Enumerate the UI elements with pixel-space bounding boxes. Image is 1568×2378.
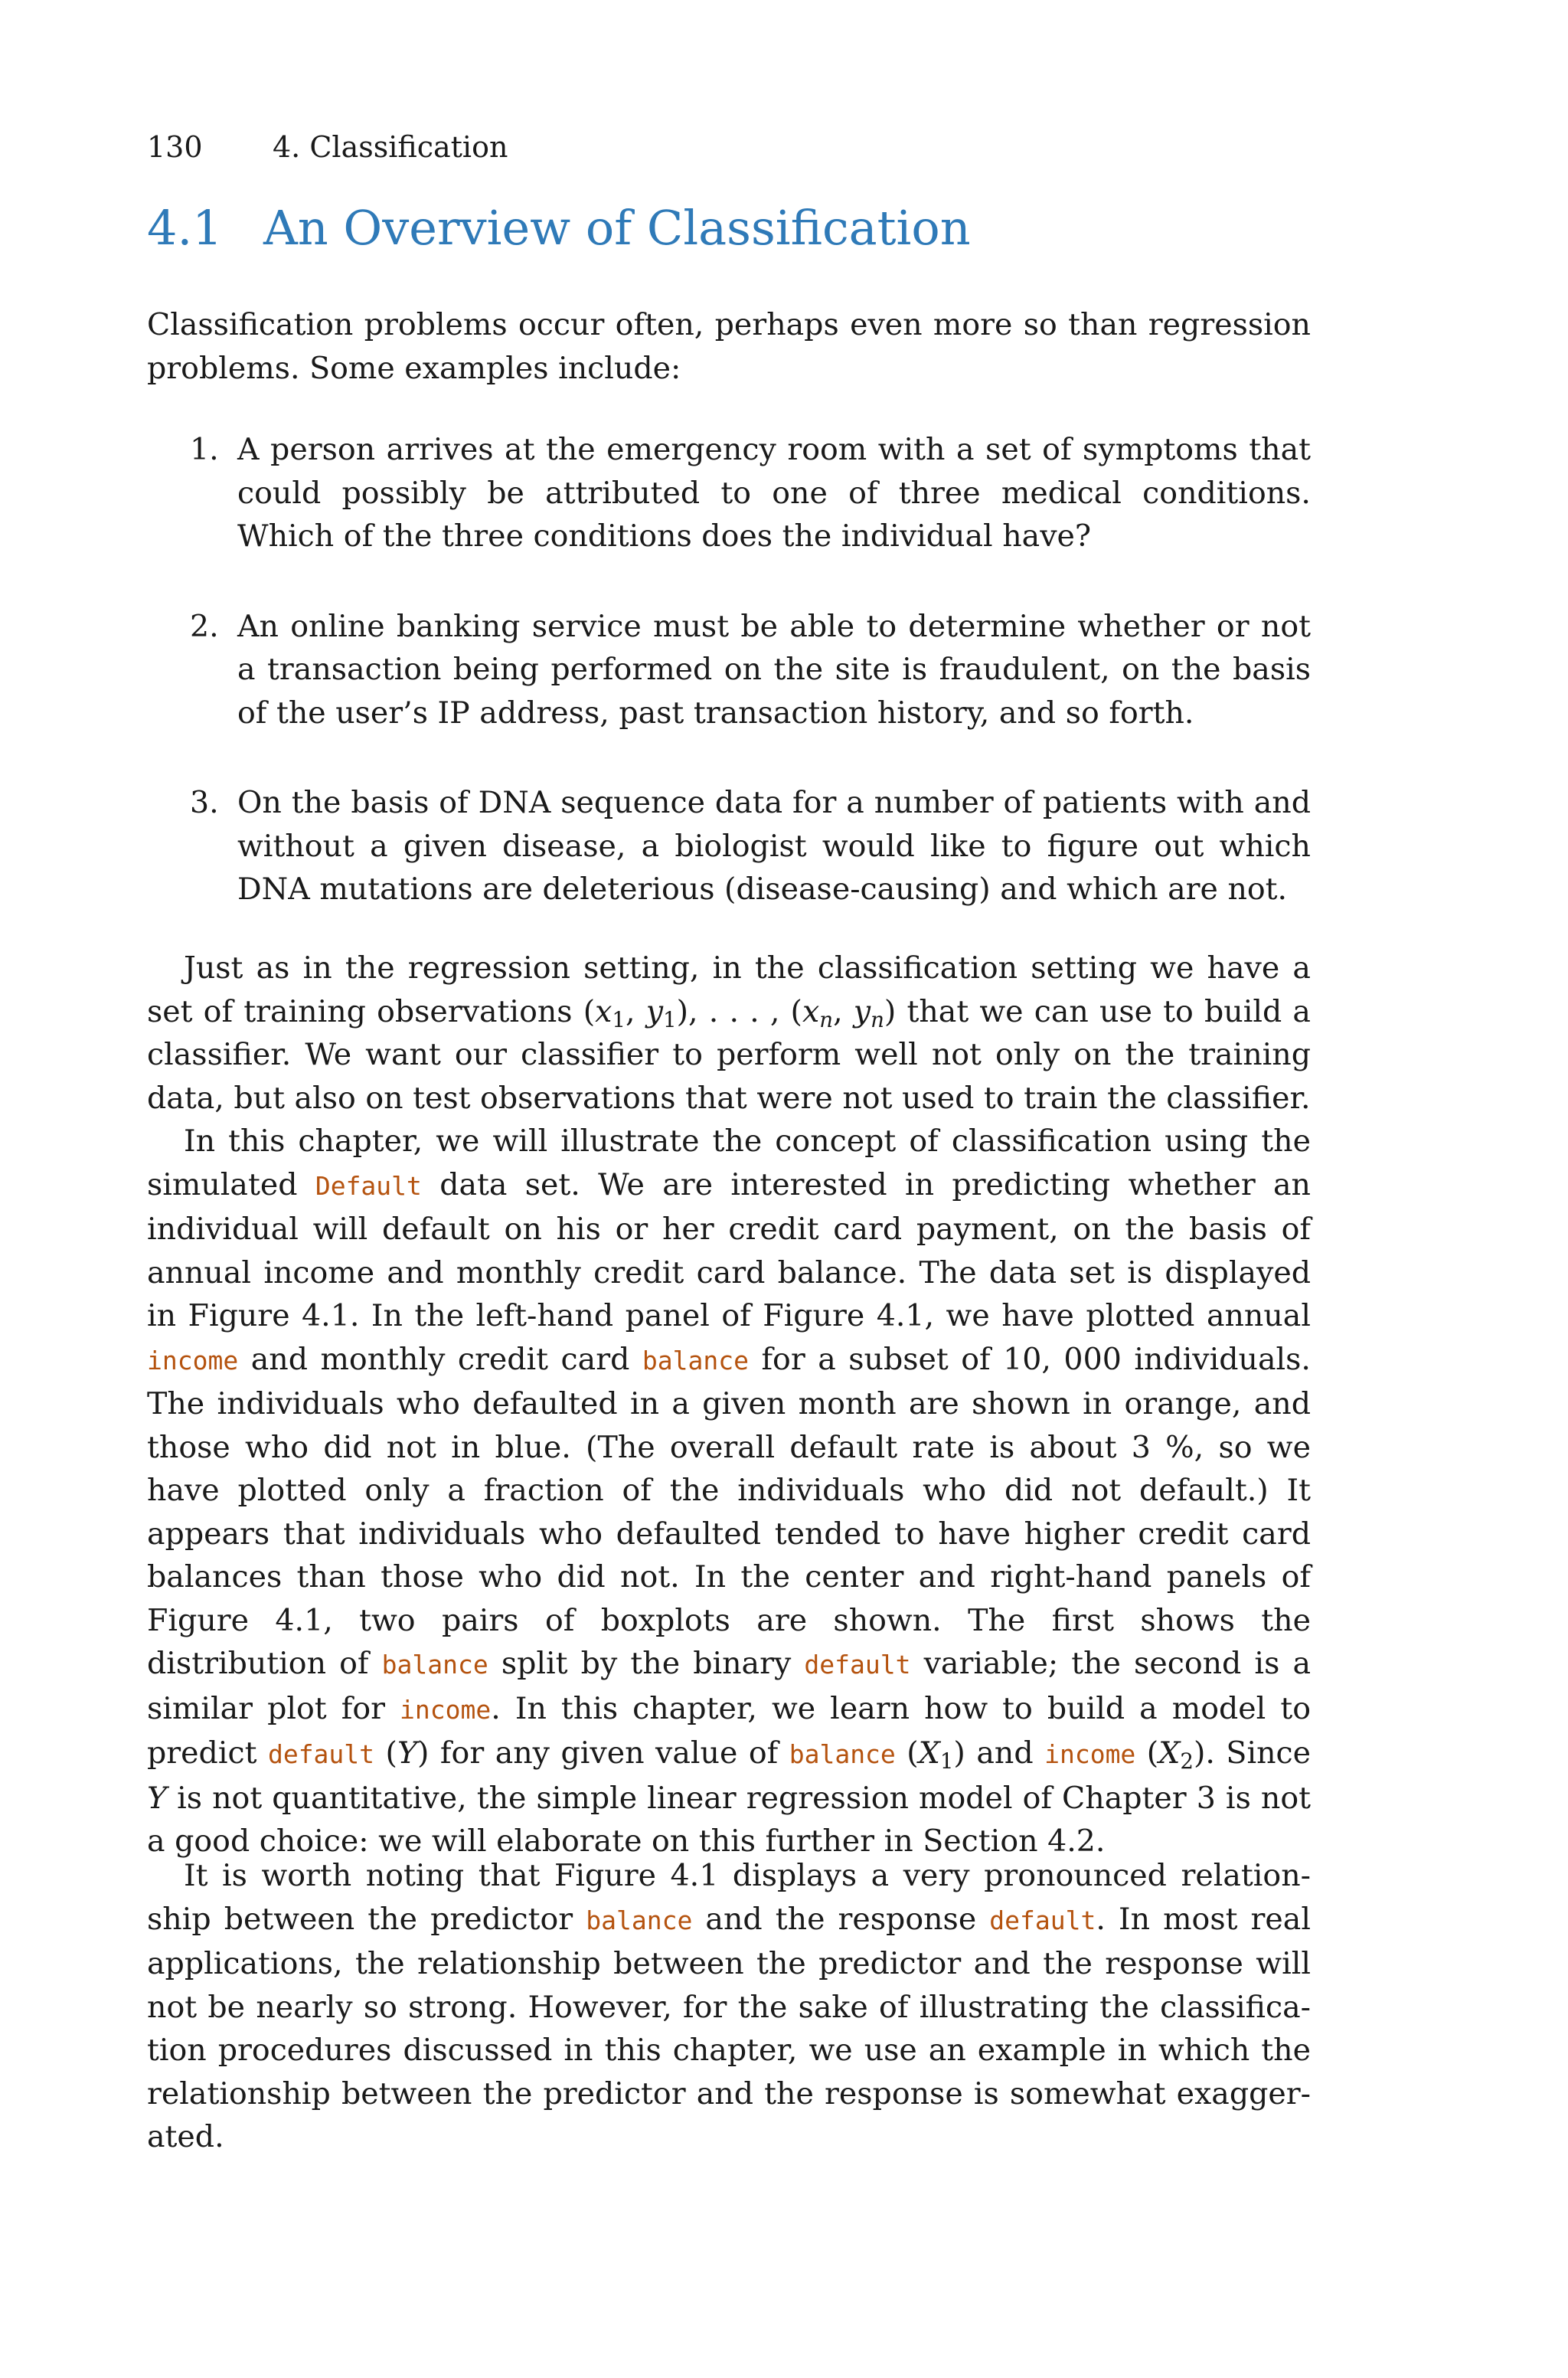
list-marker: 3.: [190, 785, 219, 820]
code-income: income: [147, 1345, 239, 1375]
section-title: An Overview of Classification: [263, 200, 971, 256]
code-balance: balance: [381, 1650, 488, 1680]
training-observations-expression: ($x_1$, $y_1$), . . . , ($x_n$, $y_n$): [583, 993, 897, 1032]
code-balance: balance: [642, 1345, 749, 1375]
list-marker: 2.: [190, 608, 219, 644]
section-number: 4.1: [147, 200, 223, 256]
code-balance: balance: [789, 1739, 896, 1769]
chapter-title: 4. Classification: [273, 130, 508, 164]
paragraph-training-observations: Just as in the regression setting, in the classification setting we have a set of training observations ($x_1$, $y_1$), . . . , ($x_n$, $y_n$) that we can use to build a classifier. We want our classifier to perform well not only on the training data, but also on test observations that were not used to train the classifier.: [147, 950, 1311, 1116]
list-item: [147, 605, 1311, 735]
list-item-text: On the basis of DNA sequence data for a number of patients with and without a given disease, a biologist would like to figure out which DNA mutations are deleterious (disease-causing) and which are not.: [237, 785, 1311, 907]
code-income: income: [400, 1694, 492, 1725]
running-header: [147, 129, 508, 165]
math-response-variable: (Y): [374, 1735, 430, 1771]
code-default: default: [804, 1650, 911, 1680]
paragraph-pronounced-relationship: It is worth noting that Figure 4.1 displays a very pronounced relation-ship between the predictor balance and the response default. In most real applications, the relationship between the predictor and the response will not be nearly so strong. However, for the sake of illustrating the classifica-tion procedures discussed in this chapter, we use an example in which the relationship between the predictor and the response is somewhat exagger-ated.: [147, 1858, 1311, 2154]
code-balance: balance: [586, 1905, 693, 1935]
page-number: 130: [147, 130, 203, 164]
code-default-dataset: Default: [315, 1170, 422, 1201]
list-item-text: An online banking service must be able to determine whether or not a transaction being performed on the site is fraudulent, on the basis of the user’s IP address, past transaction history, and so forth.: [237, 608, 1311, 731]
code-income: income: [1044, 1739, 1136, 1769]
math-predictor-x2: $(X_2)$: [1135, 1735, 1206, 1774]
paragraph-default-dataset: In this chapter, we will illustrate the concept of classification using the simulated Default data set. We are interested in predicting whether an individual will default on his or her credit card payment, on the basis of annual income and monthly credit card balance. The data set is displayed in Figure 4.1. In the left-hand panel of Figure 4.1, we have plotted annual income and monthly credit card balance for a subset of 10, 000 individuals. The individuals who defaulted in a given month are shown in orange, and those who did not in blue. (The overall default rate is about 3 %, so we have plotted only a fraction of the individuals who did not default.) It appears that individuals who defaulted tended to have higher credit card balances than those who did not. In the center and right-hand panels of Figure 4.1, two pairs of boxplots are shown. The first shows the distribution of balance split by the binary default variable; the second is a similar plot for income. In this chapter, we learn how to build a model to predict default (Y) for any given value of balance $(X_1)$ and income $(X_2)$. Since Y is not quantitative, the simple linear regression model of Chapter 3 is not a good choice: we will elaborate on this further in Section 4.2.: [147, 1124, 1312, 1859]
math-predictor-x1: $(X_1)$: [895, 1735, 965, 1774]
math-response-variable: Y: [147, 1780, 168, 1816]
list-item: [147, 781, 1311, 911]
code-default: default: [989, 1905, 1096, 1935]
examples-list: [147, 428, 1311, 911]
list-marker: 1.: [190, 432, 219, 467]
intro-paragraph: Classification problems occur often, perhaps even more so than regression problems. Some examples include:: [147, 307, 1311, 386]
section-heading: [147, 198, 971, 259]
list-item: [147, 428, 1311, 558]
list-item-text: A person arrives at the emergency room with a set of symptoms that could possibly be attributed to one of three medical conditions. Which of the three conditions does the individual have?: [237, 432, 1311, 554]
code-default: default: [267, 1739, 375, 1769]
